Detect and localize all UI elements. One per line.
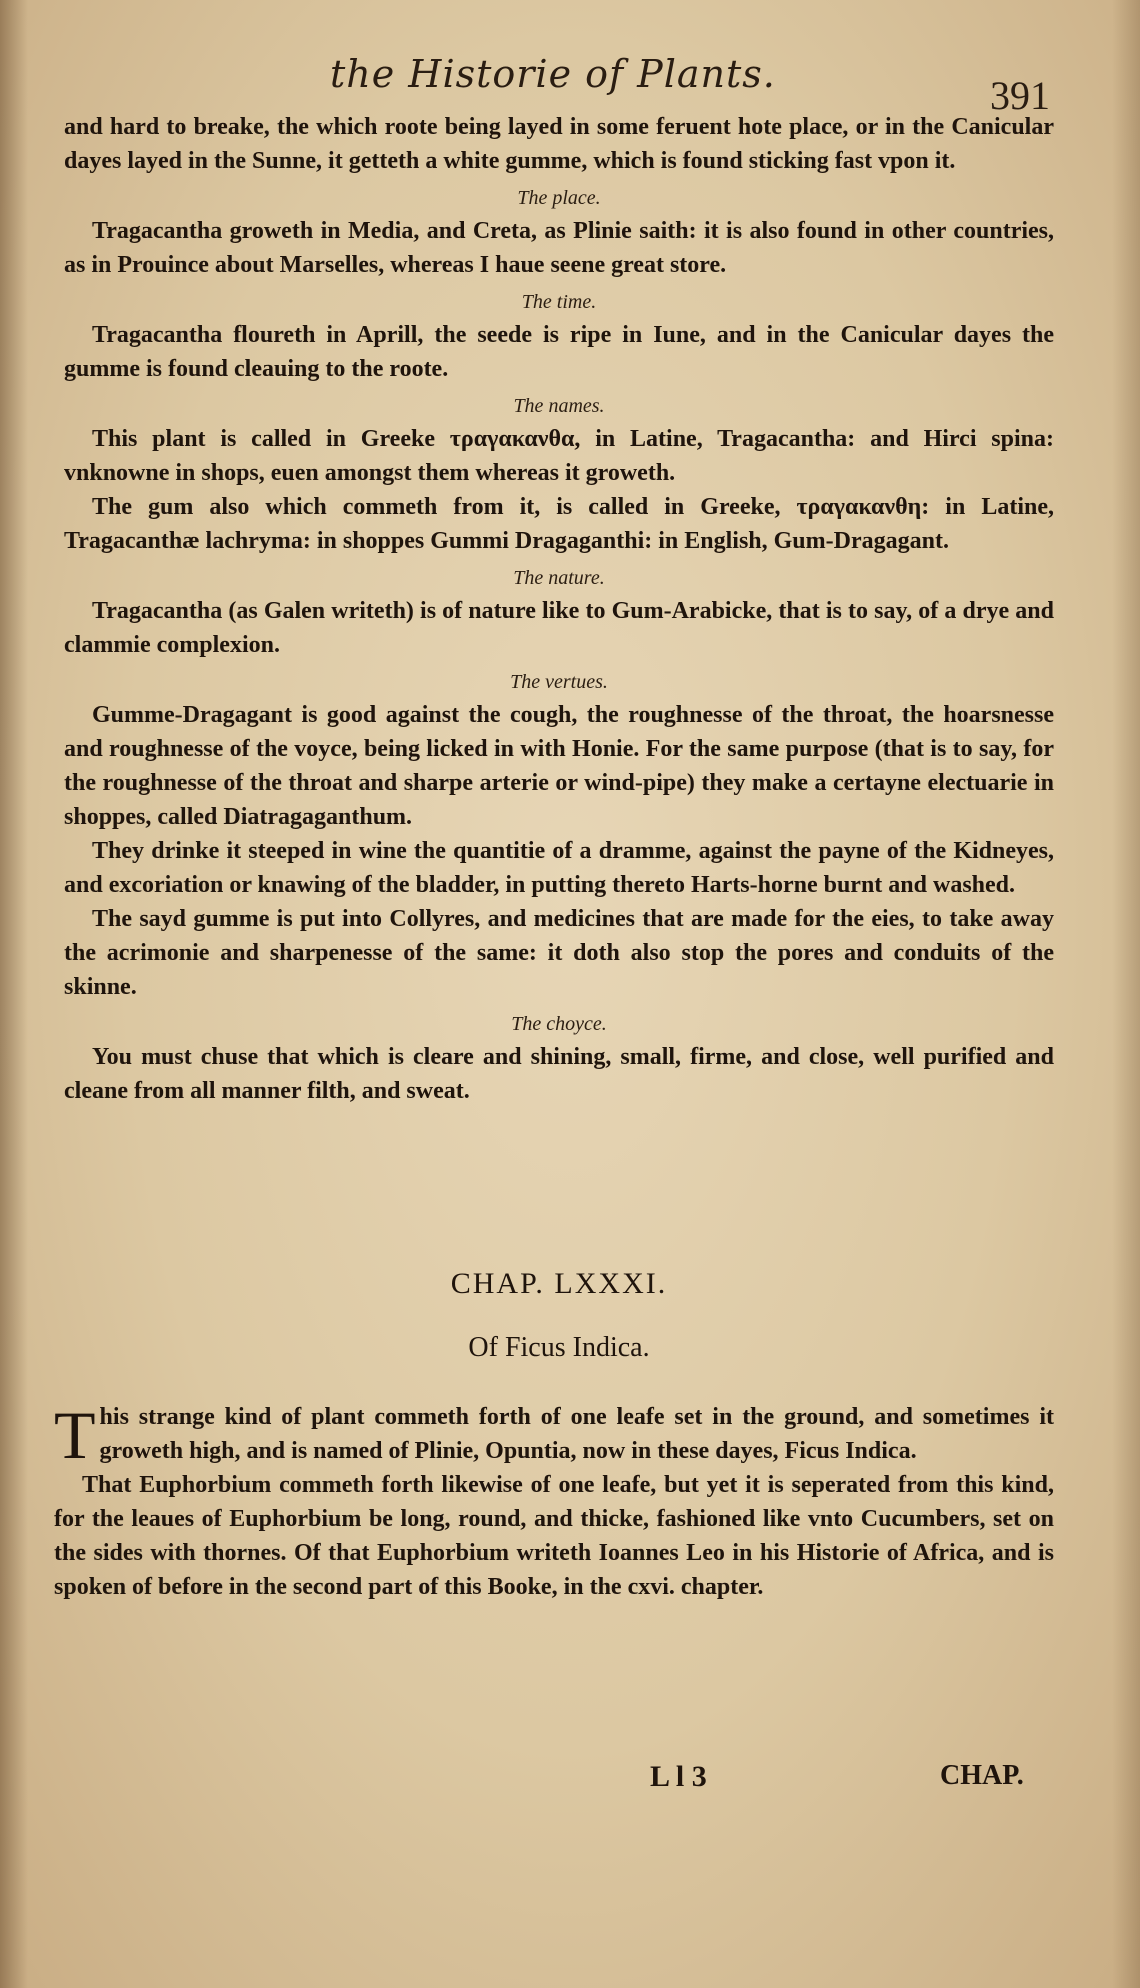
section-heading-vertues: The vertues. (510, 671, 608, 693)
nature-paragraph: Tragacantha (as Galen writeth) is of nature like to Gum-Arabicke, that is to say, of a drye and clammie complexion. (64, 598, 1054, 658)
chapter-title: CHAP. LXXXI. (450, 1267, 668, 1300)
chapter-text (54, 1397, 1054, 1604)
continuation-paragraph: and hard to breake, the which roote being layed in some feruent hote place, or in the Canicular dayes layed in the Sunne, it getteth a white gumme, which is found sticking fast vpon it. (64, 114, 1054, 174)
choyce-paragraph: You must chuse that which is cleare and shining, small, firme, and close, well purified and cleane from all manner filth, and sweat. (64, 1044, 1054, 1104)
chapter-paragraph-2: That Euphorbium commeth forth likewise of one leafe, but yet it is seperated from this kind, for the leaues of Euphorbium be long, round, and thicke, fashioned like vnto Cucumbers, set on the sides with thornes. Of that Euphorbium writeth Ioannes Leo in his Historie of Africa, and is spoken of before in the second part of this Booke, in the cxvi. chapter. (54, 1472, 1054, 1600)
vertues-paragraph-3: The sayd gumme is put into Collyres, and medicines that are made for the eies, to take away the acrimonie and sharpenesse of the same: it doth also stop the pores and conduits of the skinne. (64, 906, 1054, 1000)
section-heading-nature: The nature. (513, 567, 605, 589)
page-gutter-shadow (0, 0, 28, 1988)
vertues-paragraph-2: They drinke it steeped in wine the quantitie of a dramme, against the payne of the Kidneyes, and excoriation or knawing of the bladder, in putting thereto Harts-horne burnt and washed. (64, 838, 1054, 898)
place-paragraph: Tragacantha groweth in Media, and Creta, as Plinie saith: it is also found in other countries, as in Prouince about Marselles, whereas I haue seene great store. (64, 218, 1054, 278)
main-text (64, 110, 1054, 1108)
section-heading-time: The time. (521, 291, 597, 313)
page-footer (0, 1760, 1140, 1810)
names-paragraph-2: The gum also which commeth from it, is called in Greeke, τραγακανθη: in Latine, Tragacanthæ lachryma: in shoppes Gummi Dragaganthi: in English, Gum-Dragagant. (64, 494, 1054, 554)
section-heading-place: The place. (517, 187, 601, 209)
time-paragraph: Tragacantha floureth in Aprill, the seede is ripe in Iune, and in the Canicular dayes the gumme is found cleauing to the roote. (64, 322, 1054, 382)
page-header (0, 52, 1140, 118)
page-edge-shadow (1112, 0, 1140, 1988)
signature-mark: L l 3 (650, 1760, 707, 1793)
section-heading-names: The names. (513, 395, 605, 417)
page-number: 391 (990, 73, 1050, 118)
chapter-first-paragraph (54, 1397, 1054, 1473)
names-paragraph-1: This plant is called in Greeke τραγακανθα, in Latine, Tragacantha: and Hirci spina: vnknowne in shops, euen amongst them whereas it groweth. (64, 426, 1054, 486)
vertues-paragraph-1: Gumme-Dragagant is good against the cough, the roughnesse of the throat, the hoarsnesse and roughnesse of the voyce, being licked in with Honie. For the same purpose (that is to say, for the roughnesse of the throat and sharpe arterie or wind-pipe) they make a certayne electuarie in shoppes, called Diatragaganthum. (64, 702, 1054, 830)
section-heading-choyce: The choyce. (511, 1013, 607, 1035)
running-title: the Historie of Plants. (330, 52, 776, 96)
catchword: CHAP. (940, 1760, 1024, 1791)
chapter-heading-block (64, 1264, 1054, 1366)
drop-cap: T (54, 1397, 96, 1473)
chapter-subtitle: Of Ficus Indica. (468, 1332, 650, 1363)
chapter-paragraph-1: his strange kind of plant commeth forth of one leafe set in the ground, and sometimes it groweth high, and is named of Plinie, Opuntia, now in these dayes, Ficus Indica. (99, 1404, 1054, 1464)
